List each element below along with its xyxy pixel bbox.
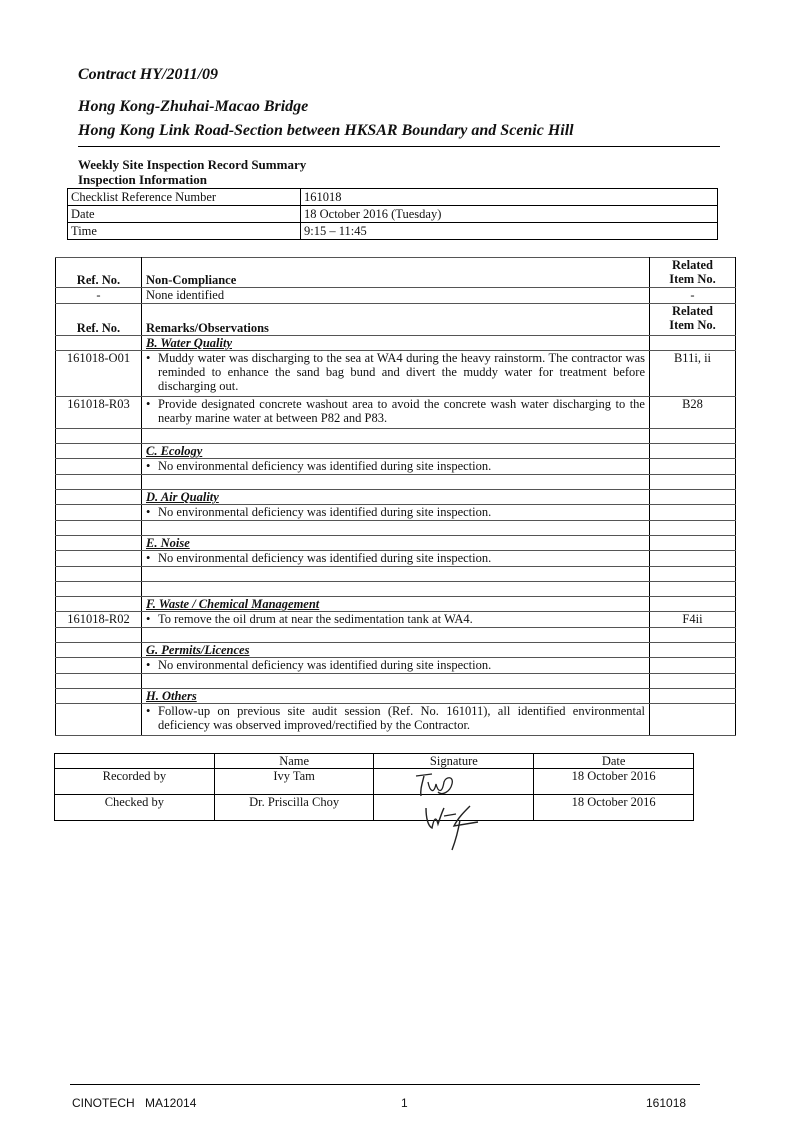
- remark-related: B11i, ii: [650, 351, 736, 397]
- date-header: Date: [534, 754, 694, 769]
- signoff-role: Recorded by: [55, 769, 215, 795]
- nc-row: [56, 288, 736, 304]
- blank-row: [56, 674, 736, 689]
- info-row: [68, 206, 718, 223]
- signoff-row: [55, 795, 694, 821]
- signoff-name: Dr. Priscilla Choy: [214, 795, 374, 821]
- footer-code: MA12014: [145, 1096, 197, 1110]
- section-title-water: B. Water Quality: [142, 336, 650, 351]
- inspection-remarks-table: [55, 257, 736, 736]
- bullet-icon: •: [146, 658, 151, 672]
- handwritten-signatures: [408, 762, 498, 852]
- project-title: Hong Kong-Zhuhai-Macao Bridge: [78, 98, 309, 115]
- nc-text: None identified: [142, 288, 650, 304]
- non-compliance-header: Non-Compliance: [142, 258, 650, 288]
- remark-cell: [142, 658, 650, 674]
- remark-row: [56, 505, 736, 521]
- remark-cell: [142, 351, 650, 397]
- remark-row: [56, 612, 736, 628]
- section-title-noise: E. Noise: [142, 536, 650, 551]
- info-value: 161018: [301, 189, 718, 206]
- footer-company: CINOTECH: [72, 1096, 135, 1110]
- remark-text: No environmental deficiency was identified during site inspection.: [158, 505, 492, 519]
- section-title-waste: F. Waste / Chemical Management: [142, 597, 650, 612]
- section-row: [56, 689, 736, 704]
- remark-cell: [142, 704, 650, 736]
- section-title-permits: G. Permits/Licences: [142, 643, 650, 658]
- header-divider: [78, 146, 720, 147]
- signoff-date: 18 October 2016: [534, 769, 694, 795]
- section-title-air: D. Air Quality: [142, 490, 650, 505]
- section-row: [56, 536, 736, 551]
- inspection-info-title: Inspection Information: [78, 172, 207, 187]
- remark-related: F4ii: [650, 612, 736, 628]
- ref-no-header: Ref. No.: [56, 258, 142, 288]
- remark-cell: [142, 397, 650, 429]
- section-row: [56, 490, 736, 505]
- remark-row: [56, 704, 736, 736]
- bullet-icon: •: [146, 351, 151, 365]
- bullet-icon: •: [146, 397, 151, 411]
- remark-row: [56, 351, 736, 397]
- info-value: 9:15 – 11:45: [301, 223, 718, 240]
- blank-row: [56, 582, 736, 597]
- remark-row: [56, 551, 736, 567]
- remark-row: [56, 459, 736, 475]
- remark-text: Follow-up on previous site audit session (Ref. No. 161011), all identified environmental deficiency was observed improved/rectified by the Contractor.: [158, 704, 645, 732]
- signoff-row: [55, 769, 694, 795]
- remark-cell: [142, 505, 650, 521]
- name-header: Name: [214, 754, 374, 769]
- remarks-header-row: [56, 304, 736, 336]
- page-number: 1: [401, 1096, 408, 1110]
- bullet-icon: •: [146, 704, 151, 718]
- section-title-ecology: C. Ecology: [142, 444, 650, 459]
- remark-ref: 161018-O01: [56, 351, 142, 397]
- related-item-header: Related Item No.: [650, 304, 736, 336]
- signoff-name: Ivy Tam: [214, 769, 374, 795]
- blank-row: [56, 475, 736, 490]
- info-value: 18 October 2016 (Tuesday): [301, 206, 718, 223]
- section-title-others: H. Others: [142, 689, 650, 704]
- remark-row: [56, 658, 736, 674]
- signoff-header-row: [55, 754, 694, 769]
- info-label: Date: [68, 206, 301, 223]
- remarks-header: Remarks/Observations: [142, 304, 650, 336]
- remark-cell: [142, 459, 650, 475]
- remark-text: No environmental deficiency was identified during site inspection.: [158, 551, 492, 565]
- remark-text: Provide designated concrete washout area to avoid the concrete wash water discharging to the nearby marine water at between P82 and P83.: [158, 397, 645, 425]
- section-row: [56, 643, 736, 658]
- section-row: [56, 597, 736, 612]
- info-row: [68, 223, 718, 240]
- footer-ref: 161018: [646, 1096, 687, 1110]
- remark-ref: 161018-R02: [56, 612, 142, 628]
- info-label: Checklist Reference Number: [68, 189, 301, 206]
- bullet-icon: •: [146, 551, 151, 565]
- remark-row: [56, 397, 736, 429]
- summary-title: Weekly Site Inspection Record Summary: [78, 157, 307, 172]
- section-title: Hong Kong Link Road-Section between HKSAR Boundary and Scenic Hill: [78, 122, 574, 139]
- section-row: [56, 444, 736, 459]
- nc-header-row: [56, 258, 736, 288]
- bullet-icon: •: [146, 505, 151, 519]
- blank-row: [56, 521, 736, 536]
- info-row: [68, 189, 718, 206]
- remark-text: Muddy water was discharging to the sea at WA4 during the heavy rainstorm. The contractor was reminded to enhance the sand bag bund and divert the muddy water for treatment before discharging out.: [158, 351, 645, 393]
- footer-divider: [70, 1084, 700, 1085]
- signoff-table: [54, 753, 694, 821]
- related-item-header: Related Item No.: [650, 258, 736, 288]
- nc-ref: -: [56, 288, 142, 304]
- signoff-role: Checked by: [55, 795, 215, 821]
- ref-no-header: Ref. No.: [56, 304, 142, 336]
- nc-related: -: [650, 288, 736, 304]
- remark-ref: 161018-R03: [56, 397, 142, 429]
- remark-related: B28: [650, 397, 736, 429]
- blank-row: [56, 567, 736, 582]
- signature-header: Signature: [374, 754, 534, 769]
- remark-text: To remove the oil drum at near the sedimentation tank at WA4.: [158, 612, 473, 626]
- contract-title: Contract HY/2011/09: [78, 66, 219, 83]
- bullet-icon: •: [146, 612, 151, 626]
- remark-text: No environmental deficiency was identified during site inspection.: [158, 459, 492, 473]
- signoff-date: 18 October 2016: [534, 795, 694, 821]
- blank-row: [56, 628, 736, 643]
- bullet-icon: •: [146, 459, 151, 473]
- remark-cell: [142, 551, 650, 567]
- remark-text: No environmental deficiency was identified during site inspection.: [158, 658, 492, 672]
- section-row: [56, 336, 736, 351]
- blank-row: [56, 429, 736, 444]
- inspection-info-table: [67, 188, 718, 240]
- info-label: Time: [68, 223, 301, 240]
- remark-cell: [142, 612, 650, 628]
